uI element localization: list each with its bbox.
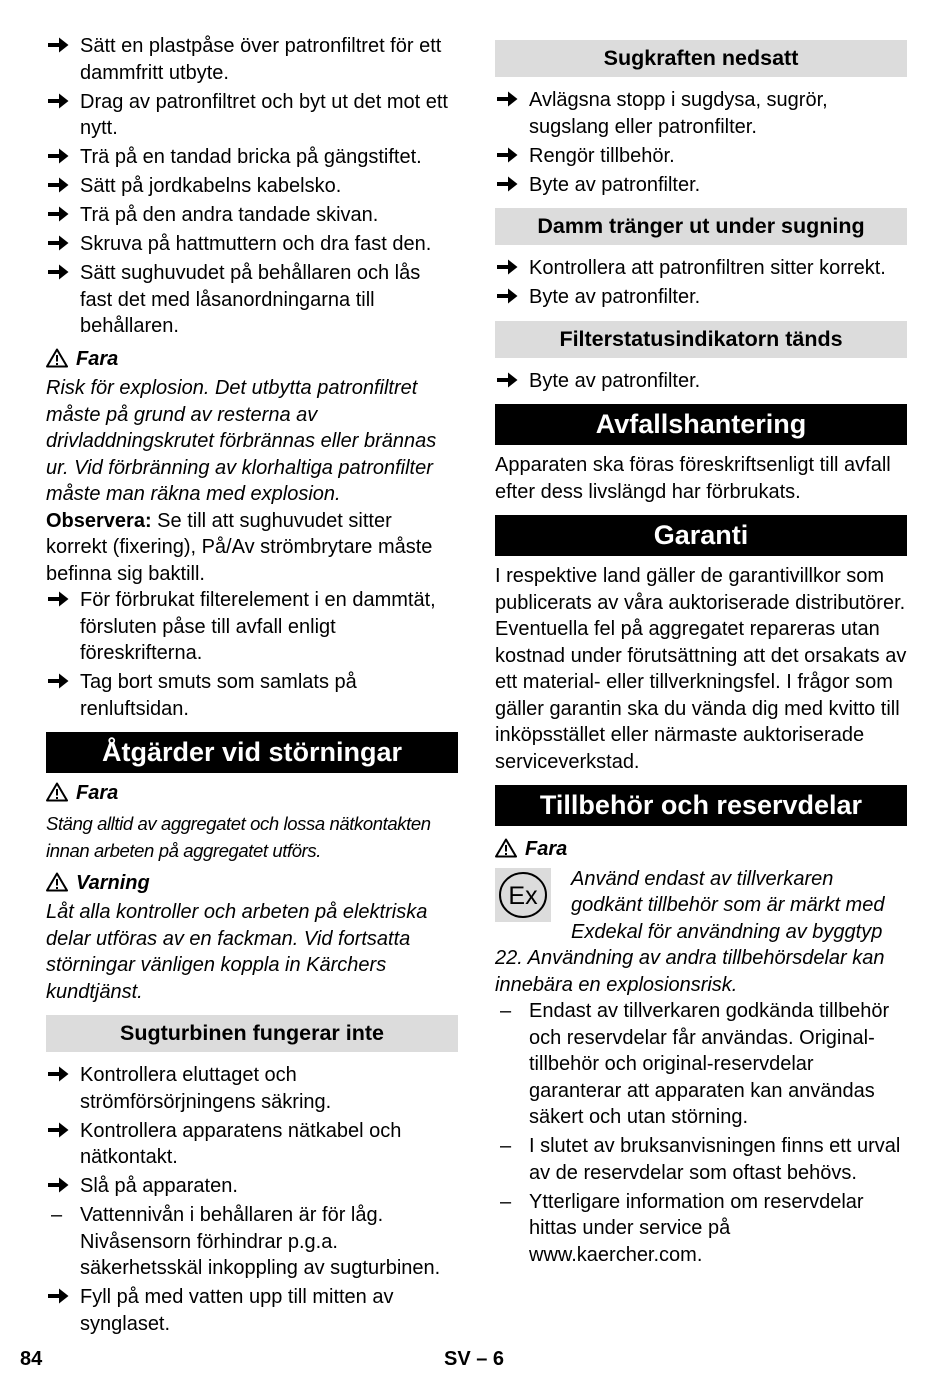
ex-text: Använd endast av tillverkaren godkänt tillbehör som är märkt med Exdekal för användning av byggtyp — [571, 867, 885, 943]
arrow-icon — [497, 172, 521, 199]
subsection-heading: Sugkraften nedsatt — [495, 40, 907, 77]
arrow-icon — [48, 231, 72, 258]
right-column — [495, 40, 907, 1271]
list-item: Sätt sughuvudet på behållaren och lås fast det med låsanordningarna till behållaren. — [46, 260, 458, 340]
footer-section: SV – 6 — [444, 1348, 505, 1370]
list-item: Kontrollera apparatens nätkabel och nätkontakt. — [46, 1118, 458, 1171]
danger-label: Fara — [46, 346, 458, 373]
ex-text-continued: 22. Användning av andra tillbehörsdelar kan innebära en explosionsrisk. — [495, 947, 885, 996]
list-item: Avlägsna stopp i sugdysa, sugrör, sugslang eller patronfilter. — [495, 87, 907, 140]
warning-triangle-icon — [46, 782, 68, 802]
arrow-icon — [48, 144, 72, 171]
arrow-icon — [48, 1062, 72, 1089]
arrow-icon — [497, 255, 521, 282]
list-item: Tag bort smuts som samlats på renluftsidan. — [46, 669, 458, 722]
list-item: Trä på den andra tandade skivan. — [46, 202, 458, 229]
arrow-icon — [48, 669, 72, 696]
arrow-icon — [497, 87, 521, 114]
list-item: Byte av patronfilter. — [495, 368, 907, 395]
left-column — [46, 33, 458, 1340]
svg-text:Ex: Ex — [508, 881, 538, 910]
list-item: Sätt på jordkabelns kabelsko. — [46, 173, 458, 200]
arrow-icon — [48, 260, 72, 287]
warning-triangle-icon — [495, 838, 517, 858]
note-paragraph — [46, 508, 458, 588]
page-number: 84 — [20, 1348, 43, 1370]
warning-triangle-icon — [46, 348, 68, 368]
list-item: Fyll på med vatten upp till mitten av synglaset. — [46, 1284, 458, 1337]
list-item: – Vattennivån i behållaren är för låg. Nivåsensorn förhindrar p.g.a. säkerhetsskäl inkoppling av sugturbinen. — [46, 1202, 458, 1282]
arrow-icon — [48, 1284, 72, 1311]
list-item: Byte av patronfilter. — [495, 284, 907, 311]
arrow-icon — [497, 368, 521, 395]
warranty-text: I respektive land gäller de garantivillkor som publicerats av våra auktoriserade distributörer. Eventuella fel på aggregatet repareras utan kostnad under förutsättning att det orsakats av ett material- eller tillverkningsfel. I frågor som gäller garantin ska du vända dig med kvitto till inköpsstället eller närmaste auktoriserade serviceverkstad. — [495, 565, 907, 773]
list-item: Trä på en tandad bricka på gängstiftet. — [46, 144, 458, 171]
section-heading: Åtgärder vid störningar — [46, 732, 458, 773]
arrow-icon — [48, 587, 72, 614]
arrow-icon — [48, 202, 72, 229]
dash-bullet-icon: – — [51, 1204, 63, 1226]
danger-text: Stäng alltid av aggregatet och lossa nätkontakten innan arbeten på aggregatet utförs. — [46, 812, 431, 861]
troubleshoot-list — [46, 1062, 458, 1337]
list-item: Kontrollera att patronfiltren sitter korrekt. — [495, 255, 907, 282]
dash-bullet-icon: – — [500, 1135, 512, 1157]
list-item: – Ytterligare information om reservdelar hittas under service på www.kaercher.com. — [495, 1189, 907, 1269]
arrow-icon — [48, 173, 72, 200]
list-item: Sätt en plastpåse över patronfiltret för ett dammfritt utbyte. — [46, 33, 458, 86]
list-item: – Endast av tillverkaren godkända tillbehör och reservdelar får användas. Original-tillbehör och original-reservdelar garanterar att apparaten kan användas säkert och utan störning. — [495, 998, 907, 1131]
list-item: Slå på apparaten. — [46, 1173, 458, 1200]
section-heading: Avfallshantering — [495, 404, 907, 445]
disposal-text: Apparaten ska föras föreskriftsenligt till avfall efter dess livslängd har förbrukats. — [495, 454, 891, 503]
list-item: Rengör tillbehör. — [495, 143, 907, 170]
arrow-icon — [48, 1118, 72, 1145]
arrow-icon — [48, 89, 72, 116]
arrow-icon — [48, 1173, 72, 1200]
section-heading: Garanti — [495, 515, 907, 556]
subsection-heading: Filterstatusindikatorn tänds — [495, 321, 907, 358]
subsection-heading: Damm tränger ut under sugning — [495, 208, 907, 245]
steps-top-list — [46, 33, 458, 340]
subsection-heading: Sugturbinen fungerar inte — [46, 1015, 458, 1052]
dash-bullet-icon: – — [500, 1190, 512, 1213]
warning-label: Varning — [46, 870, 458, 897]
ex-explosion-icon — [495, 868, 551, 922]
note-text: Se till att sughuvudet sitter korrekt (fixering), På/Av strömbrytare måste befinna sig baktill. — [46, 509, 433, 585]
list-item: Skruva på hattmuttern och dra fast den. — [46, 231, 458, 258]
list-item: För förbrukat filterelement i en dammtät, försluten påse till avfall enligt föreskrifterna. — [46, 587, 458, 667]
warning-triangle-icon — [46, 872, 68, 892]
dash-bullet-icon: – — [500, 1000, 512, 1022]
steps-mid-list — [46, 587, 458, 722]
danger-text: Risk för explosion. Det utbytta patronfiltret måste på grund av resterna av drivladdningskrutet förbrännas eller brännas ur. Vid förbränning av klorhaltiga patronfilter måste man räkna med explosion. — [46, 377, 437, 505]
danger-label: Fara — [495, 836, 907, 863]
section-heading: Tillbehör och reservdelar — [495, 785, 907, 826]
note-label: Observera: — [46, 509, 152, 532]
arrow-icon — [497, 143, 521, 170]
list-item: Kontrollera eluttaget och strömförsörjningens säkring. — [46, 1062, 458, 1115]
arrow-icon — [497, 284, 521, 311]
arrow-icon — [48, 33, 72, 60]
danger-label: Fara — [46, 780, 458, 807]
ex-notice — [495, 866, 907, 946]
list-item: Drag av patronfiltret och byt ut det mot ett nytt. — [46, 89, 458, 142]
list-item: Byte av patronfilter. — [495, 172, 907, 199]
list-item: – I slutet av bruksanvisningen finns ett urval av de reservdelar som oftast behövs. — [495, 1133, 907, 1186]
warning-text: Låt alla kontroller och arbeten på elektriska delar utföras av en fackman. Vid fortsatta störningar vänligen koppla in Kärchers kundtjänst. — [46, 901, 428, 1003]
